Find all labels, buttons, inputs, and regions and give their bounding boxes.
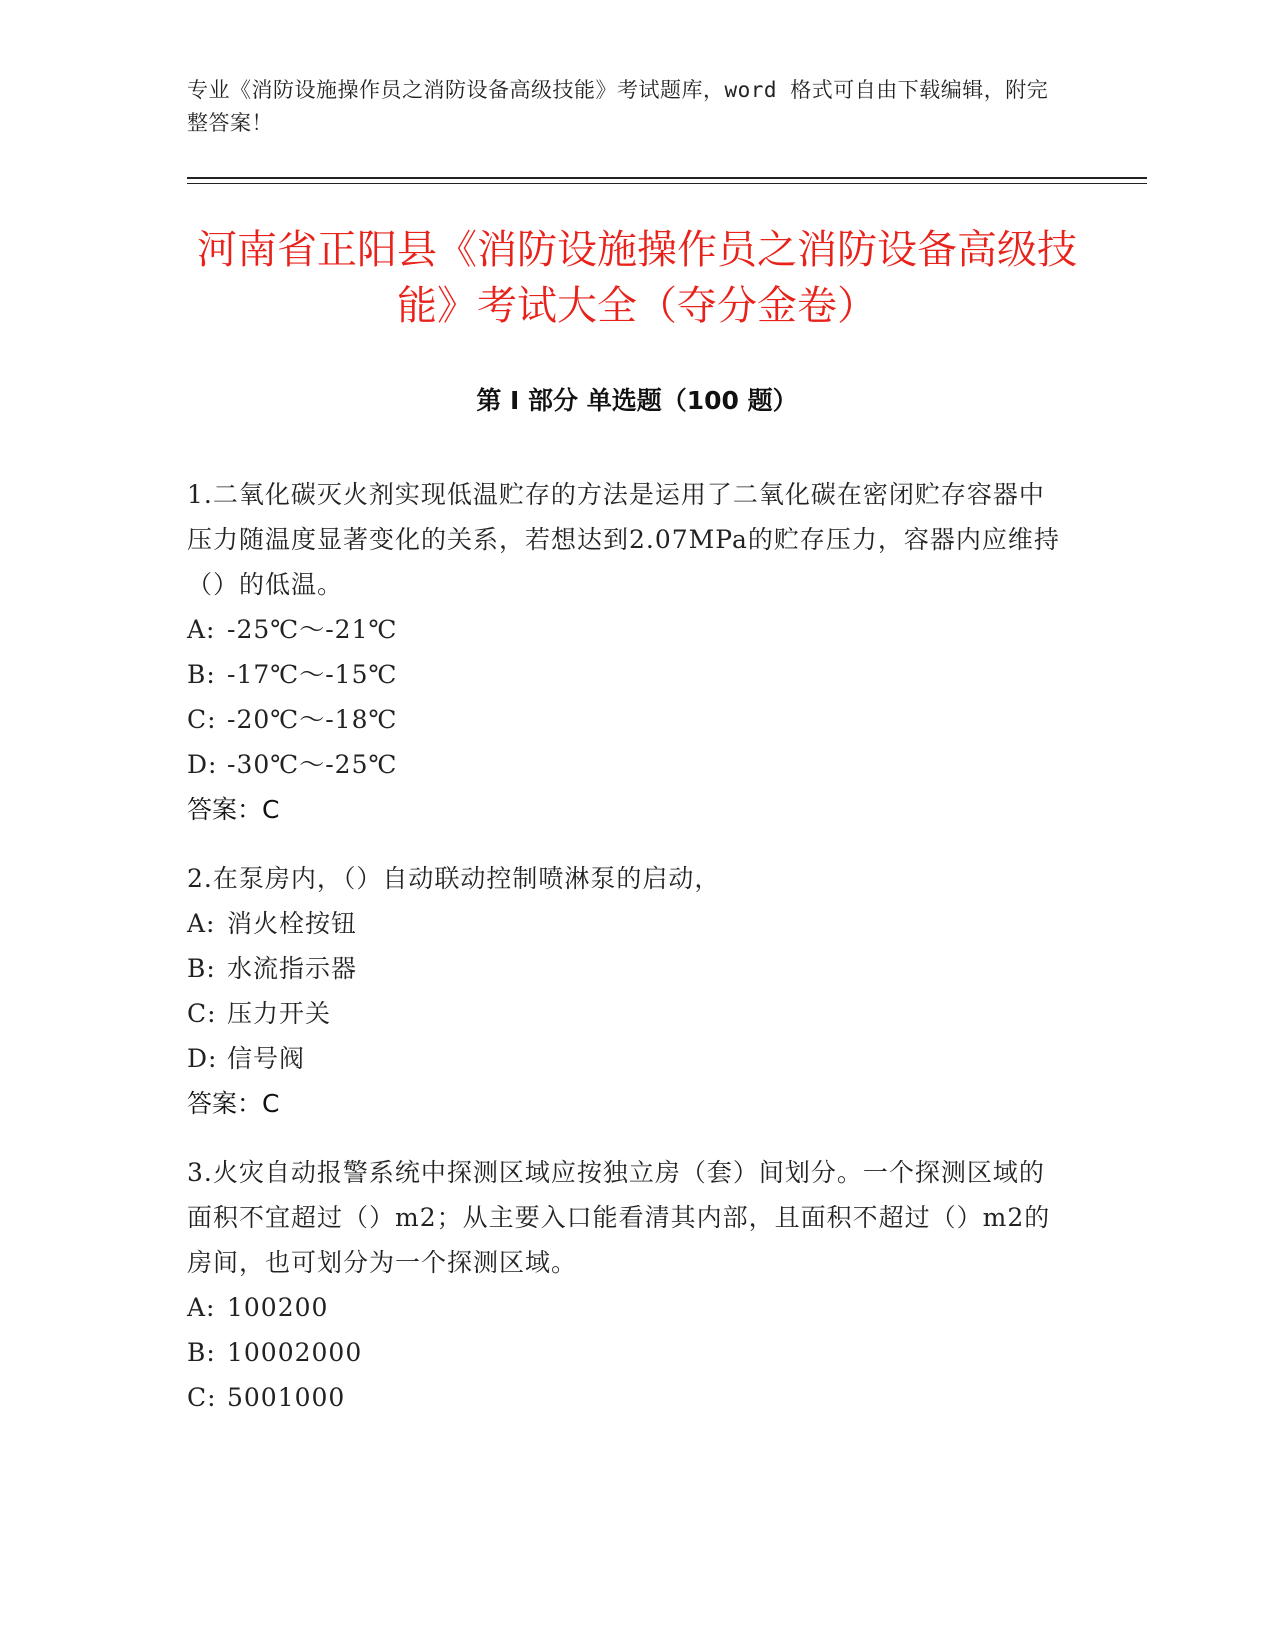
question-stem: 3.火灾自动报警系统中探测区域应按独立房（套）间划分。一个探测区域的面积不宜超过（）m2；从主要入口能看清其内部，且面积不超过（）m2的房间，也可划分为一个探测区域。 — [187, 1158, 1051, 1277]
header-divider-thin — [187, 183, 1147, 184]
option-text: 压力开关 — [227, 999, 332, 1028]
option-b — [187, 946, 1067, 991]
option-key: B: — [187, 660, 216, 689]
option-key: A: — [187, 615, 216, 644]
option-key: D: — [187, 1044, 218, 1073]
option-b — [187, 1330, 1067, 1375]
option-key: A: — [187, 909, 216, 938]
option-a — [187, 1285, 1067, 1330]
option-c — [187, 697, 1067, 742]
header-divider-thick — [187, 177, 1147, 179]
option-text: 100200 — [227, 1293, 329, 1322]
option-d — [187, 742, 1067, 787]
header-note: 专业《消防设施操作员之消防设备高级技能》考试题库，word 格式可自由下载编辑，附完整答案！ — [187, 78, 1049, 135]
question-list — [187, 472, 1067, 1444]
option-b — [187, 652, 1067, 697]
option-text: 10002000 — [227, 1338, 363, 1367]
option-c — [187, 991, 1067, 1036]
question-stem: 2.在泵房内，（）自动联动控制喷淋泵的启动， — [187, 864, 721, 893]
option-key: C: — [187, 999, 217, 1028]
question-3 — [187, 1150, 1067, 1420]
question-2 — [187, 856, 1067, 1126]
option-d — [187, 1036, 1067, 1081]
option-a — [187, 901, 1067, 946]
option-key: D: — [187, 750, 218, 779]
option-text: -20℃～-18℃ — [227, 705, 398, 734]
answer-line: 答案：C — [187, 1089, 280, 1118]
option-a — [187, 607, 1067, 652]
option-text: 消火栓按钮 — [227, 909, 358, 938]
question-stem: 1.二氧化碳灭火剂实现低温贮存的方法是运用了二氧化碳在密闭贮存容器中压力随温度显著变化的关系，若想达到2.07MPa的贮存压力，容器内应维持（）的低温。 — [187, 480, 1060, 599]
document-title: 河南省正阳县《消防设施操作员之消防设备高级技能》考试大全（夺分金卷） — [197, 227, 1077, 329]
option-key: C: — [187, 1383, 217, 1412]
question-1 — [187, 472, 1067, 832]
option-text: 5001000 — [227, 1383, 346, 1412]
option-c — [187, 1375, 1067, 1420]
option-text: -30℃～-25℃ — [227, 750, 398, 779]
option-text: 信号阀 — [227, 1044, 306, 1073]
option-key: B: — [187, 954, 216, 983]
section-heading: 第 I 部分 单选题（100 题） — [476, 386, 798, 415]
option-key: B: — [187, 1338, 216, 1367]
option-text: 水流指示器 — [227, 954, 358, 983]
option-text: -25℃～-21℃ — [227, 615, 398, 644]
option-text: -17℃～-15℃ — [227, 660, 398, 689]
option-key: C: — [187, 705, 217, 734]
option-key: A: — [187, 1293, 216, 1322]
answer-line: 答案：C — [187, 795, 280, 824]
